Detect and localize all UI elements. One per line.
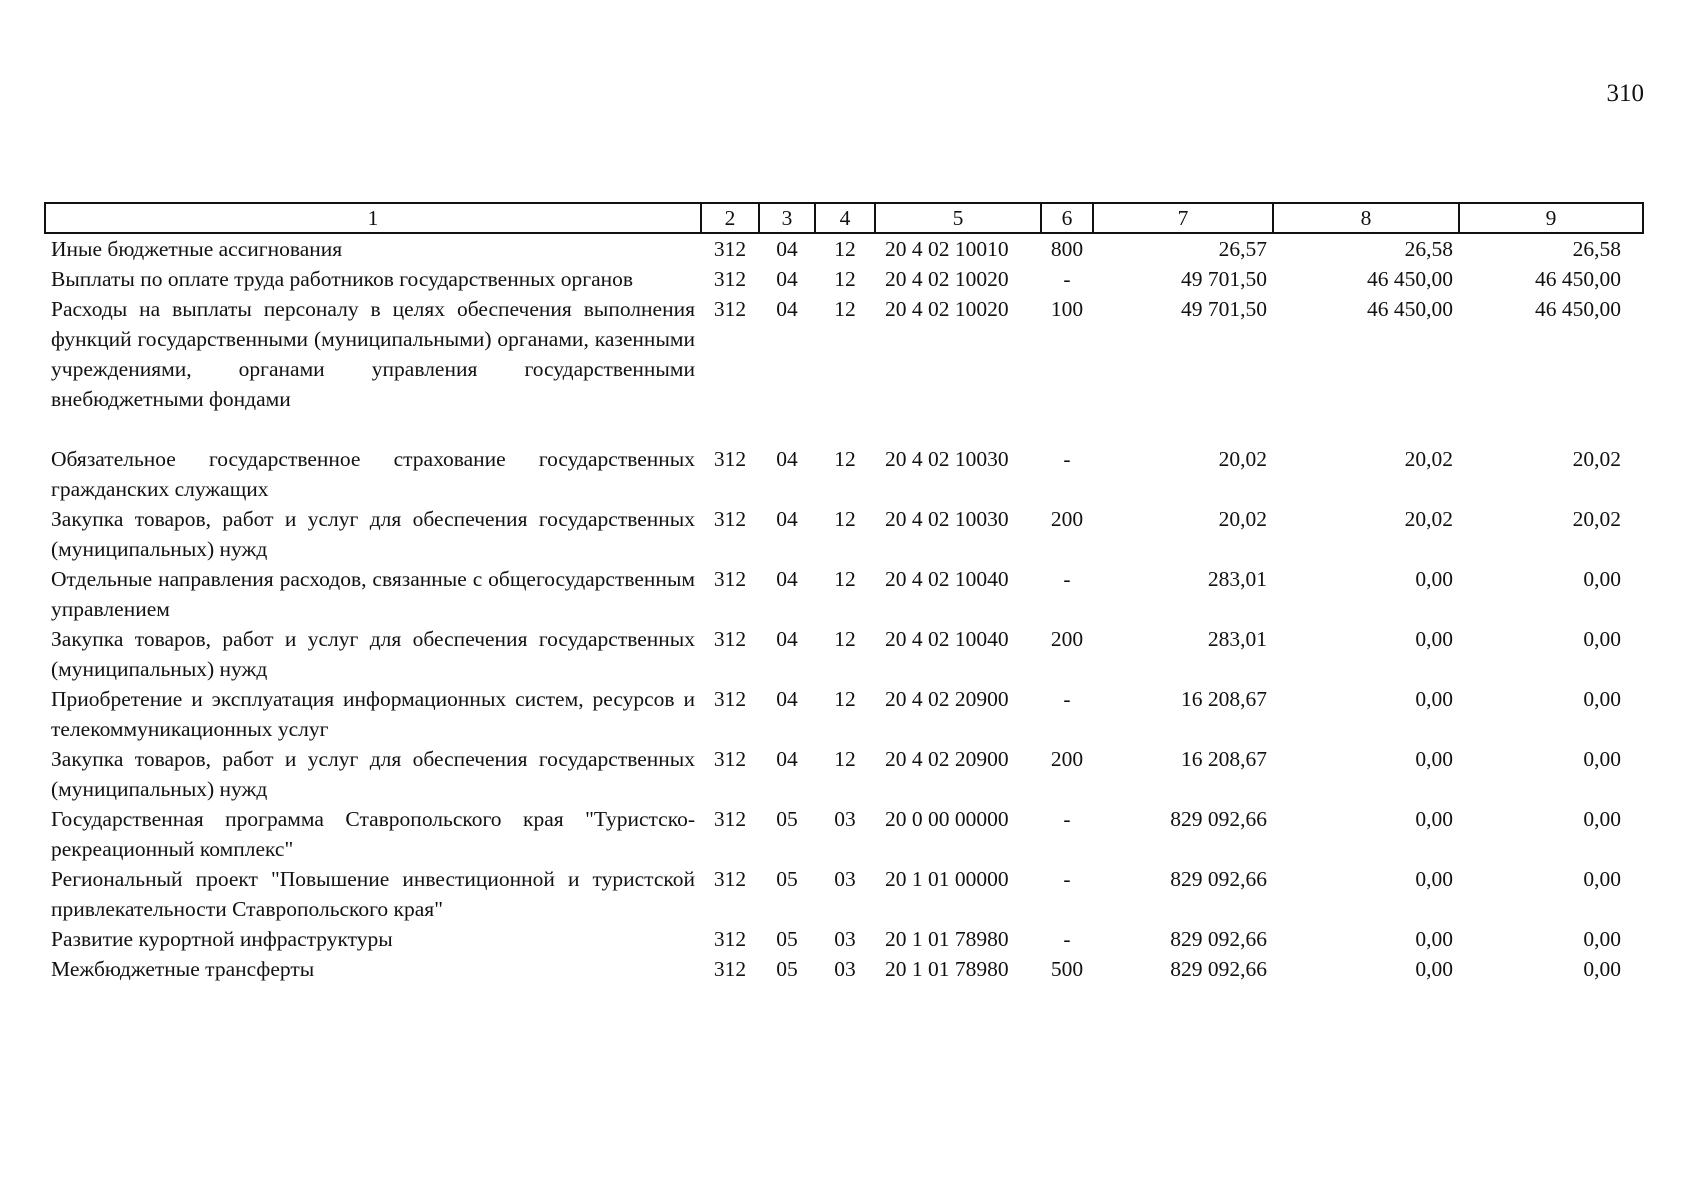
column-header: 3	[759, 203, 815, 233]
ministry-code: 312	[713, 867, 747, 891]
ministry-code: 312	[713, 447, 747, 471]
subsection-code: 12	[834, 447, 856, 471]
section-code: 04	[776, 447, 798, 471]
item-name: Закупка товаров, работ и услуг для обеспечения государственных (муниципальных) нужд	[51, 507, 695, 561]
amount-col-7: 829 092,66	[1170, 807, 1267, 831]
ministry-code: 312	[713, 507, 747, 531]
amount-col-8: 0,00	[1415, 807, 1453, 831]
amount-col-8: 46 450,00	[1367, 267, 1453, 291]
expense-type-code: 200	[1050, 747, 1084, 771]
column-header: 9	[1459, 203, 1643, 233]
section-code: 04	[776, 627, 798, 651]
amount-col-8: 20,02	[1404, 507, 1453, 531]
table-row	[45, 504, 1643, 564]
table-row	[45, 924, 1643, 954]
table-row	[45, 294, 1643, 444]
expense-type-code: -	[1063, 927, 1071, 951]
subsection-code: 12	[834, 687, 856, 711]
subsection-code: 03	[834, 807, 856, 831]
subsection-code: 12	[834, 507, 856, 531]
amount-col-7: 16 208,67	[1181, 687, 1267, 711]
amount-col-8: 0,00	[1415, 567, 1453, 591]
page-number: 310	[1606, 80, 1644, 107]
amount-col-8: 46 450,00	[1367, 297, 1453, 321]
table-row	[45, 444, 1643, 504]
expense-type-code: 800	[1050, 237, 1084, 261]
target-article-code: 20 0 00 00000	[885, 807, 1009, 831]
amount-col-9: 0,00	[1583, 927, 1621, 951]
target-article-code: 20 4 02 10030	[885, 447, 1009, 471]
item-name: Межбюджетные трансферты	[51, 957, 315, 981]
column-header: 4	[815, 203, 875, 233]
amount-col-7: 49 701,50	[1181, 267, 1267, 291]
amount-col-9: 0,00	[1583, 747, 1621, 771]
subsection-code: 12	[834, 627, 856, 651]
section-code: 04	[776, 267, 798, 291]
amount-col-9: 46 450,00	[1535, 267, 1621, 291]
subsection-code: 12	[834, 747, 856, 771]
ministry-code: 312	[713, 567, 747, 591]
target-article-code: 20 4 02 10040	[885, 627, 1009, 651]
amount-col-7: 16 208,67	[1181, 747, 1267, 771]
column-header: 1	[45, 203, 701, 233]
section-code: 05	[776, 807, 798, 831]
column-header: 2	[701, 203, 759, 233]
subsection-code: 12	[834, 297, 856, 321]
amount-col-7: 20,02	[1218, 447, 1267, 471]
item-name: Обязательное государственное страхование государственных гражданских служащих	[51, 447, 695, 501]
amount-col-8: 0,00	[1415, 687, 1453, 711]
table-row	[45, 954, 1643, 984]
amount-col-7: 283,01	[1207, 627, 1267, 651]
amount-col-9: 0,00	[1583, 567, 1621, 591]
header-row	[45, 203, 1643, 233]
target-article-code: 20 4 02 10020	[885, 267, 1009, 291]
expense-type-code: -	[1063, 567, 1071, 591]
column-header: 8	[1273, 203, 1459, 233]
target-article-code: 20 1 01 78980	[885, 927, 1009, 951]
table-row	[45, 684, 1643, 744]
section-code: 05	[776, 927, 798, 951]
amount-col-9: 0,00	[1583, 867, 1621, 891]
expense-type-code: -	[1063, 867, 1071, 891]
column-header: 5	[875, 203, 1041, 233]
table-row	[45, 264, 1643, 294]
expense-type-code: 200	[1050, 507, 1084, 531]
target-article-code: 20 4 02 20900	[885, 687, 1009, 711]
target-article-code: 20 4 02 20900	[885, 747, 1009, 771]
amount-col-9: 0,00	[1583, 687, 1621, 711]
subsection-code: 03	[834, 927, 856, 951]
target-article-code: 20 4 02 10010	[885, 237, 1009, 261]
subsection-code: 12	[834, 567, 856, 591]
item-name: Выплаты по оплате труда работников государственных органов	[51, 267, 634, 291]
expense-type-code: -	[1063, 447, 1071, 471]
ministry-code: 312	[713, 747, 747, 771]
amount-col-8: 26,58	[1404, 237, 1453, 261]
section-code: 04	[776, 687, 798, 711]
ministry-code: 312	[713, 807, 747, 831]
target-article-code: 20 4 02 10030	[885, 507, 1009, 531]
amount-col-7: 829 092,66	[1170, 957, 1267, 981]
amount-col-8: 0,00	[1415, 627, 1453, 651]
amount-col-9: 0,00	[1583, 627, 1621, 651]
amount-col-9: 0,00	[1583, 807, 1621, 831]
expense-type-code: 500	[1050, 957, 1084, 981]
amount-col-8: 0,00	[1415, 747, 1453, 771]
item-name: Закупка товаров, работ и услуг для обеспечения государственных (муниципальных) нужд	[51, 747, 695, 801]
amount-col-8: 20,02	[1404, 447, 1453, 471]
budget-table	[44, 202, 1644, 984]
target-article-code: 20 1 01 00000	[885, 867, 1009, 891]
item-name: Государственная программа Ставропольского края "Туристско-рекреационный комплекс"	[51, 807, 695, 861]
amount-col-7: 20,02	[1218, 507, 1267, 531]
expense-type-code: -	[1063, 267, 1071, 291]
section-code: 04	[776, 297, 798, 321]
target-article-code: 20 4 02 10020	[885, 297, 1009, 321]
table-row	[45, 804, 1643, 864]
subsection-code: 12	[834, 237, 856, 261]
ministry-code: 312	[713, 297, 747, 321]
section-code: 05	[776, 867, 798, 891]
column-header: 6	[1041, 203, 1093, 233]
table-row	[45, 233, 1643, 264]
target-article-code: 20 1 01 78980	[885, 957, 1009, 981]
ministry-code: 312	[713, 927, 747, 951]
ministry-code: 312	[713, 237, 747, 261]
expense-type-code: -	[1063, 687, 1071, 711]
amount-col-8: 0,00	[1415, 927, 1453, 951]
subsection-code: 03	[834, 957, 856, 981]
amount-col-9: 46 450,00	[1535, 297, 1621, 321]
ministry-code: 312	[713, 267, 747, 291]
item-name: Развитие курортной инфраструктуры	[51, 927, 393, 951]
amount-col-9: 20,02	[1572, 447, 1621, 471]
item-name: Региональный проект "Повышение инвестиционной и туристской привлекательности Ставропольского края"	[51, 867, 695, 921]
item-name: Иные бюджетные ассигнования	[51, 237, 343, 261]
amount-col-7: 829 092,66	[1170, 867, 1267, 891]
item-name: Отдельные направления расходов, связанные с общегосударственным управлением	[51, 567, 695, 621]
expense-type-code: -	[1063, 807, 1071, 831]
amount-col-8: 0,00	[1415, 867, 1453, 891]
amount-col-7: 26,57	[1218, 237, 1267, 261]
amount-col-9: 0,00	[1583, 957, 1621, 981]
amount-col-9: 26,58	[1572, 237, 1621, 261]
subsection-code: 03	[834, 867, 856, 891]
section-code: 04	[776, 237, 798, 261]
section-code: 05	[776, 957, 798, 981]
subsection-code: 12	[834, 267, 856, 291]
item-name: Закупка товаров, работ и услуг для обеспечения государственных (муниципальных) нужд	[51, 627, 695, 681]
table-row	[45, 864, 1643, 924]
ministry-code: 312	[713, 627, 747, 651]
table-row	[45, 624, 1643, 684]
table-row	[45, 744, 1643, 804]
target-article-code: 20 4 02 10040	[885, 567, 1009, 591]
ministry-code: 312	[713, 957, 747, 981]
expense-type-code: 100	[1050, 297, 1084, 321]
amount-col-9: 20,02	[1572, 507, 1621, 531]
section-code: 04	[776, 507, 798, 531]
item-name: Приобретение и эксплуатация информационных систем, ресурсов и телекоммуникационных услуг	[51, 687, 695, 741]
table-row	[45, 564, 1643, 624]
amount-col-7: 283,01	[1207, 567, 1267, 591]
section-code: 04	[776, 567, 798, 591]
section-code: 04	[776, 747, 798, 771]
amount-col-8: 0,00	[1415, 957, 1453, 981]
expense-type-code: 200	[1050, 627, 1084, 651]
ministry-code: 312	[713, 687, 747, 711]
column-header: 7	[1093, 203, 1273, 233]
item-name: Расходы на выплаты персоналу в целях обеспечения выполнения функций государственными (муниципальными) органами, казенными учреждениями, органами управления государственными внебюджетными фондами	[51, 297, 695, 411]
amount-col-7: 829 092,66	[1170, 927, 1267, 951]
amount-col-7: 49 701,50	[1181, 297, 1267, 321]
